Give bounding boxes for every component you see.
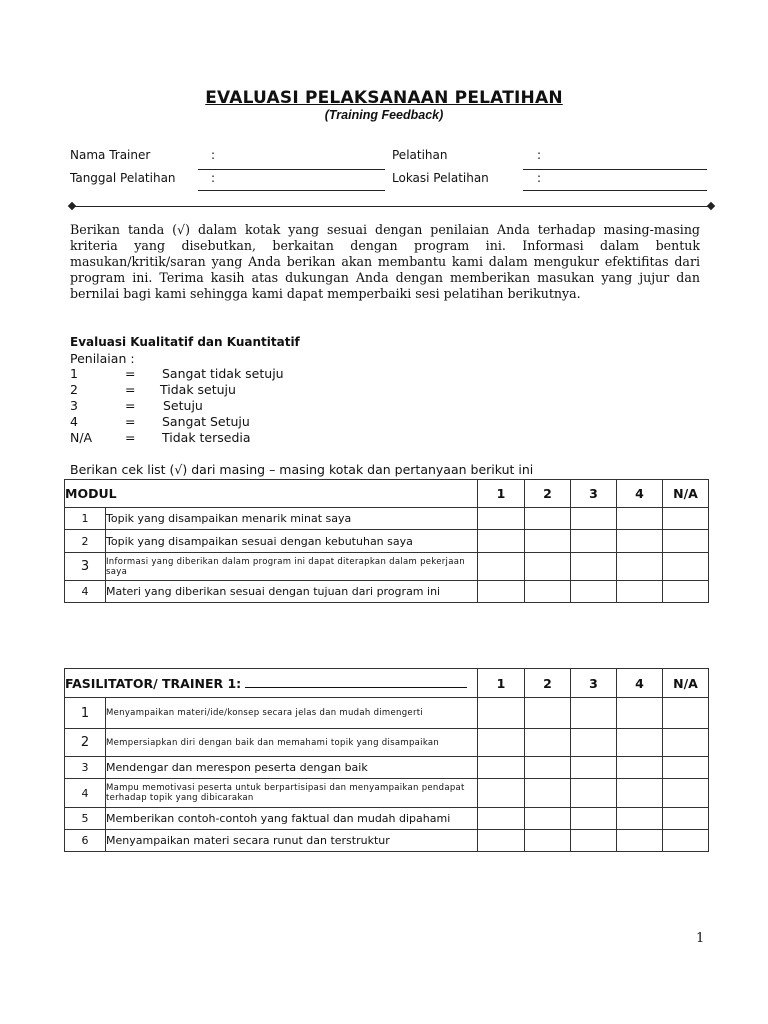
trainer-table-header <box>65 669 709 698</box>
rating-col-4: 4 <box>617 669 663 698</box>
rating-cell[interactable] <box>617 581 663 603</box>
row-number: 3 <box>65 553 106 581</box>
page-number: 1 <box>696 931 705 946</box>
rating-cell[interactable] <box>617 830 663 852</box>
scale-key: 3 <box>70 398 78 413</box>
rating-cell[interactable] <box>571 808 617 830</box>
question-text: Mampu memotivasi peserta untuk berpartisipasi dan menyampaikan pendapat terhadap topik yang dibicarakan <box>106 779 478 808</box>
rating-cell[interactable] <box>663 729 709 757</box>
rating-cell[interactable] <box>571 757 617 779</box>
question-text: Menyampaikan materi secara runut dan terstruktur <box>106 830 478 852</box>
row-number: 3 <box>65 757 106 779</box>
rating-cell[interactable] <box>478 779 525 808</box>
rating-cell[interactable] <box>478 508 525 530</box>
table-row <box>65 808 709 830</box>
page-subtitle <box>0 108 768 122</box>
rating-cell[interactable] <box>525 530 571 553</box>
rating-cell[interactable] <box>617 729 663 757</box>
rating-cell[interactable] <box>478 808 525 830</box>
scale-equals: = <box>125 430 136 445</box>
rating-cell[interactable] <box>525 508 571 530</box>
scale-description: Tidak tersedia <box>162 430 251 445</box>
question-text: Informasi yang diberikan dalam program ini dapat diterapkan dalam pekerjaan saya <box>106 553 478 581</box>
rating-cell[interactable] <box>571 581 617 603</box>
subtitle-open-paren: ( <box>324 108 329 122</box>
training-location-label: Lokasi Pelatihan <box>392 171 489 185</box>
question-text: Mendengar dan merespon peserta dengan baik <box>106 757 478 779</box>
scale-description: Tidak setuju <box>160 382 236 397</box>
modul-table <box>64 479 709 603</box>
table-row <box>65 729 709 757</box>
rating-col-1: 1 <box>478 480 525 508</box>
row-number: 1 <box>65 508 106 530</box>
row-number: 4 <box>65 779 106 808</box>
modul-table-header <box>65 480 709 508</box>
rating-cell[interactable] <box>525 581 571 603</box>
section-divider <box>72 206 712 207</box>
rating-col-3: 3 <box>571 669 617 698</box>
scale-equals: = <box>125 382 136 397</box>
table-row <box>65 698 709 729</box>
table-row <box>65 757 709 779</box>
rating-cell[interactable] <box>525 729 571 757</box>
training-colon: : <box>537 148 542 162</box>
training-date-label: Tanggal Pelatihan <box>70 171 176 185</box>
question-text: Topik yang disampaikan menarik minat saya <box>106 508 478 530</box>
rating-cell[interactable] <box>663 757 709 779</box>
rating-cell[interactable] <box>617 530 663 553</box>
trainer-header-label: FASILITATOR/ TRAINER 1: <box>65 676 242 691</box>
rating-cell[interactable] <box>617 808 663 830</box>
rating-col-1: 1 <box>478 669 525 698</box>
rating-cell[interactable] <box>525 553 571 581</box>
rating-cell[interactable] <box>571 729 617 757</box>
rating-cell[interactable] <box>617 779 663 808</box>
row-number: 2 <box>65 530 106 553</box>
training-location-colon: : <box>537 171 542 185</box>
row-number: 4 <box>65 581 106 603</box>
checklist-instructions: Berikan cek list (√) dari masing – masing kotak dan pertanyaan berikut ini <box>70 462 534 477</box>
table-row <box>65 530 709 553</box>
scale-key: N/A <box>70 430 93 445</box>
page-title: EVALUASI PELAKSANAAN PELATIHAN <box>205 88 563 108</box>
trainer-name-colon: : <box>211 148 216 162</box>
rating-cell[interactable] <box>663 553 709 581</box>
rating-cell[interactable] <box>663 530 709 553</box>
row-number: 1 <box>65 698 106 729</box>
scale-description: Setuju <box>163 398 203 413</box>
scale-description: Sangat Setuju <box>162 414 250 429</box>
rating-cell[interactable] <box>571 830 617 852</box>
trainer-table <box>64 668 709 852</box>
question-text: Memberikan contoh-contoh yang faktual dan mudah dipahami <box>106 808 478 830</box>
scale-key: 1 <box>70 366 78 381</box>
scale-equals: = <box>125 414 136 429</box>
scale-equals: = <box>125 398 136 413</box>
trainer-name-field[interactable] <box>198 169 385 170</box>
rating-cell[interactable] <box>478 729 525 757</box>
trainer-name-blank[interactable] <box>245 675 467 688</box>
trainer-header <box>65 669 478 698</box>
rating-cell[interactable] <box>571 508 617 530</box>
rating-cell[interactable] <box>663 508 709 530</box>
rating-heading: Penilaian : <box>70 351 135 366</box>
rating-col-na: N/A <box>663 669 709 698</box>
divider-diamond-right <box>707 202 715 210</box>
rating-cell[interactable] <box>571 553 617 581</box>
rating-cell[interactable] <box>663 698 709 729</box>
question-text: Menyampaikan materi/ide/konsep secara jelas dan mudah dimengerti <box>106 698 478 729</box>
rating-cell[interactable] <box>478 757 525 779</box>
rating-cell[interactable] <box>663 581 709 603</box>
divider-diamond-left <box>68 202 76 210</box>
rating-col-2: 2 <box>525 669 571 698</box>
subtitle-close-paren: ) <box>439 108 444 122</box>
scale-equals: = <box>125 366 136 381</box>
modul-header: MODUL <box>65 480 478 508</box>
table-row <box>65 581 709 603</box>
rating-cell[interactable] <box>478 581 525 603</box>
rating-cell[interactable] <box>571 779 617 808</box>
training-label: Pelatihan <box>392 148 448 162</box>
table-row <box>65 553 709 581</box>
rating-cell[interactable] <box>663 830 709 852</box>
question-text: Materi yang diberikan sesuai dengan tujuan dari program ini <box>106 581 478 603</box>
trainer-name-label: Nama Trainer <box>70 148 151 162</box>
row-number: 5 <box>65 808 106 830</box>
rating-cell[interactable] <box>525 830 571 852</box>
rating-cell[interactable] <box>525 698 571 729</box>
rating-cell[interactable] <box>525 808 571 830</box>
rating-cell[interactable] <box>617 553 663 581</box>
rating-cell[interactable] <box>571 698 617 729</box>
rating-cell[interactable] <box>478 553 525 581</box>
scale-key: 2 <box>70 382 78 397</box>
subtitle-italic: Training Feedback <box>328 108 440 122</box>
rating-cell[interactable] <box>571 530 617 553</box>
table-row <box>65 779 709 808</box>
rating-cell[interactable] <box>617 508 663 530</box>
row-number: 2 <box>65 729 106 757</box>
rating-cell[interactable] <box>478 530 525 553</box>
table-row <box>65 508 709 530</box>
rating-cell[interactable] <box>617 698 663 729</box>
rating-col-3: 3 <box>571 480 617 508</box>
rating-cell[interactable] <box>663 779 709 808</box>
rating-cell[interactable] <box>663 808 709 830</box>
rating-cell[interactable] <box>525 779 571 808</box>
rating-cell[interactable] <box>617 757 663 779</box>
question-text: Topik yang disampaikan sesuai dengan kebutuhan saya <box>106 530 478 553</box>
scale-key: 4 <box>70 414 78 429</box>
training-date-field[interactable] <box>198 190 385 191</box>
evaluation-section-title: Evaluasi Kualitatif dan Kuantitatif <box>70 335 300 349</box>
rating-col-na: N/A <box>663 480 709 508</box>
row-number: 6 <box>65 830 106 852</box>
rating-cell[interactable] <box>478 830 525 852</box>
rating-cell[interactable] <box>525 757 571 779</box>
scale-description: Sangat tidak setuju <box>162 366 284 381</box>
rating-col-2: 2 <box>525 480 571 508</box>
training-field[interactable] <box>523 169 707 170</box>
training-location-field[interactable] <box>523 190 707 191</box>
rating-col-4: 4 <box>617 480 663 508</box>
table-row <box>65 830 709 852</box>
question-text: Mempersiapkan diri dengan baik dan memahami topik yang disampaikan <box>106 729 478 757</box>
intro-paragraph: Berikan tanda (√) dalam kotak yang sesuai dengan penilaian Anda terhadap masing-masing kriteria yang disebutkan, berkaitan dengan program ini. Informasi dalam bentuk masukan/kritik/saran yang Anda berikan akan membantu kami dalam mengukur efektifitas dari program ini. Terima kasih atas dukungan Anda dengan memberikan masukan yang jujur dan bernilai bagi kami sehingga kami dapat memperbaiki sesi pelatihan berikutnya. <box>70 222 700 301</box>
training-date-colon: : <box>211 171 216 185</box>
rating-cell[interactable] <box>478 698 525 729</box>
